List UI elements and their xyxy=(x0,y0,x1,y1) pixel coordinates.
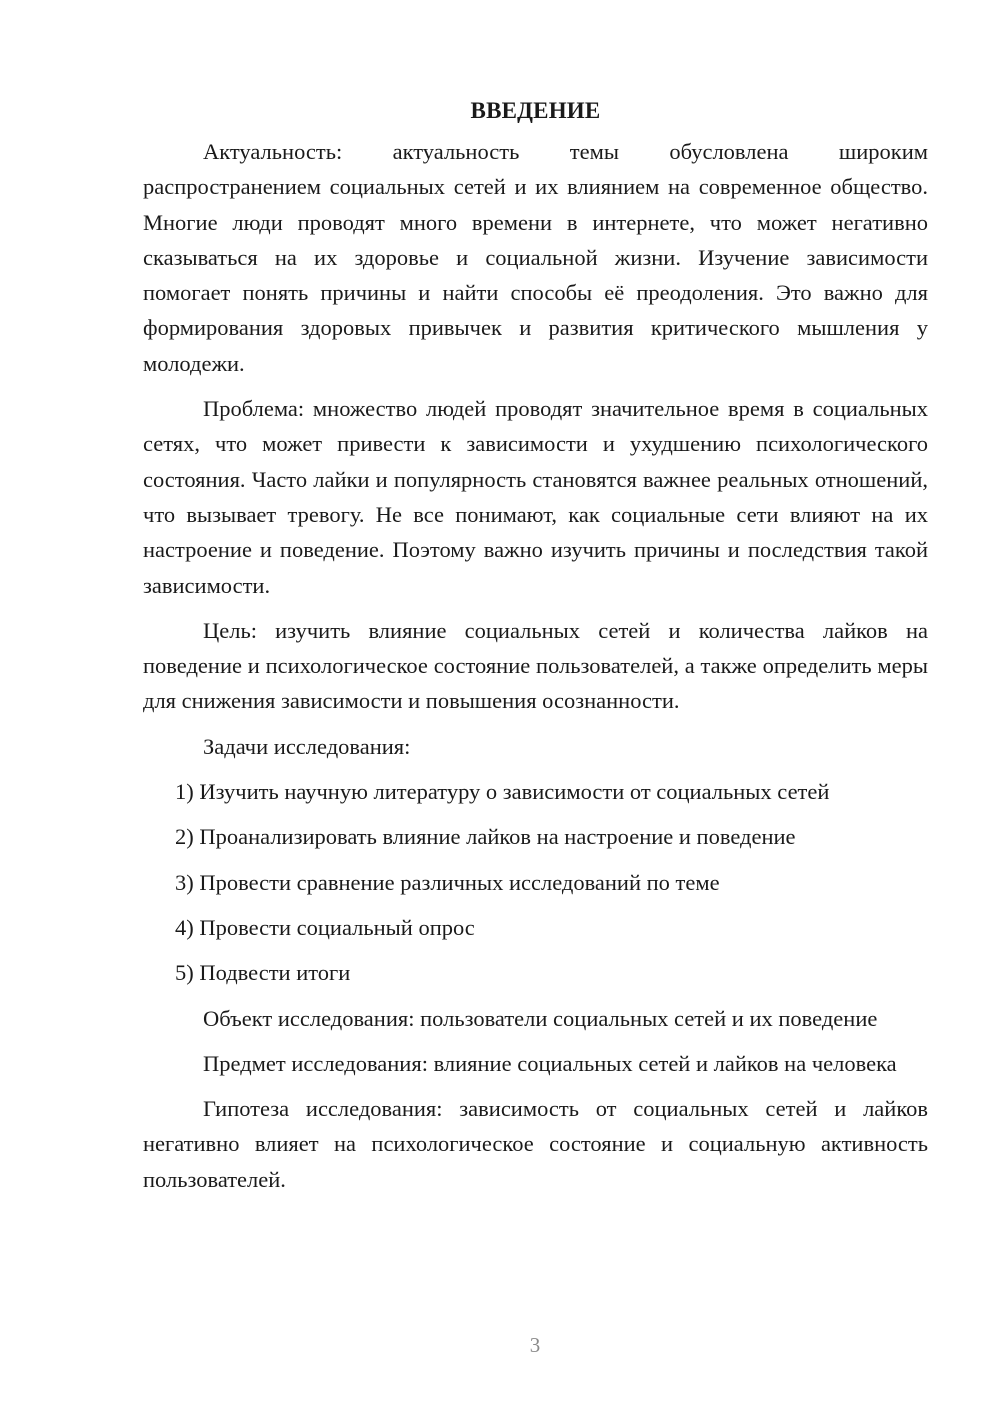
list-item: 3) Провести сравнение различных исследований по теме xyxy=(175,869,720,895)
subject-paragraph: Предмет исследования: влияние социальных сетей и лайков на человека xyxy=(203,1050,897,1076)
tasks-list xyxy=(143,774,928,990)
hypothesis-paragraph: Гипотеза исследования: зависимость от социальных сетей и лайков негативно влияет на психологическое состояние и социальную активность пользователей. xyxy=(143,1096,928,1192)
page-number: 3 xyxy=(529,1333,541,1357)
list-item: 4) Провести социальный опрос xyxy=(175,914,475,940)
problem-paragraph: Проблема: множество людей проводят значительное время в социальных сетях, что может привести к зависимости и ухудшению психологического состояния. Часто лайки и популярность становятся важнее реальных отношений, что вызывает тревогу. Не все понимают, как социальные сети влияют на их настроение и поведение. Поэтому важно изучить причины и последствия такой зависимости. xyxy=(143,396,928,598)
tasks-heading: Задачи исследования: xyxy=(203,733,411,759)
list-item: 1) Изучить научную литературу о зависимости от социальных сетей xyxy=(175,779,830,805)
goal-paragraph: Цель: изучить влияние социальных сетей и количества лайков на поведение и психологическое состояние пользователей, а также определить меры для снижения зависимости и повышения осознанности. xyxy=(143,617,928,714)
list-item: 5) Подвести итоги xyxy=(175,960,351,986)
object-paragraph: Объект исследования: пользователи социальных сетей и их поведение xyxy=(203,1005,878,1031)
document-page xyxy=(143,88,928,1207)
list-item: 2) Проанализировать влияние лайков на настроение и поведение xyxy=(175,824,796,850)
page-title: ВВЕДЕНИЕ xyxy=(470,98,601,123)
relevance-paragraph: Актуальность: актуальность темы обусловлена широким распространением социальных сетей и их влиянием на современное общество. Многие люди проводят много времени в интернете, что может негативно сказываться на их здоровье и социальной жизни. Изучение зависимости помогает понять причины и найти способы её преодоления. Это важно для формирования здоровых привычек и развития критического мышления у молодежи. xyxy=(143,139,928,376)
